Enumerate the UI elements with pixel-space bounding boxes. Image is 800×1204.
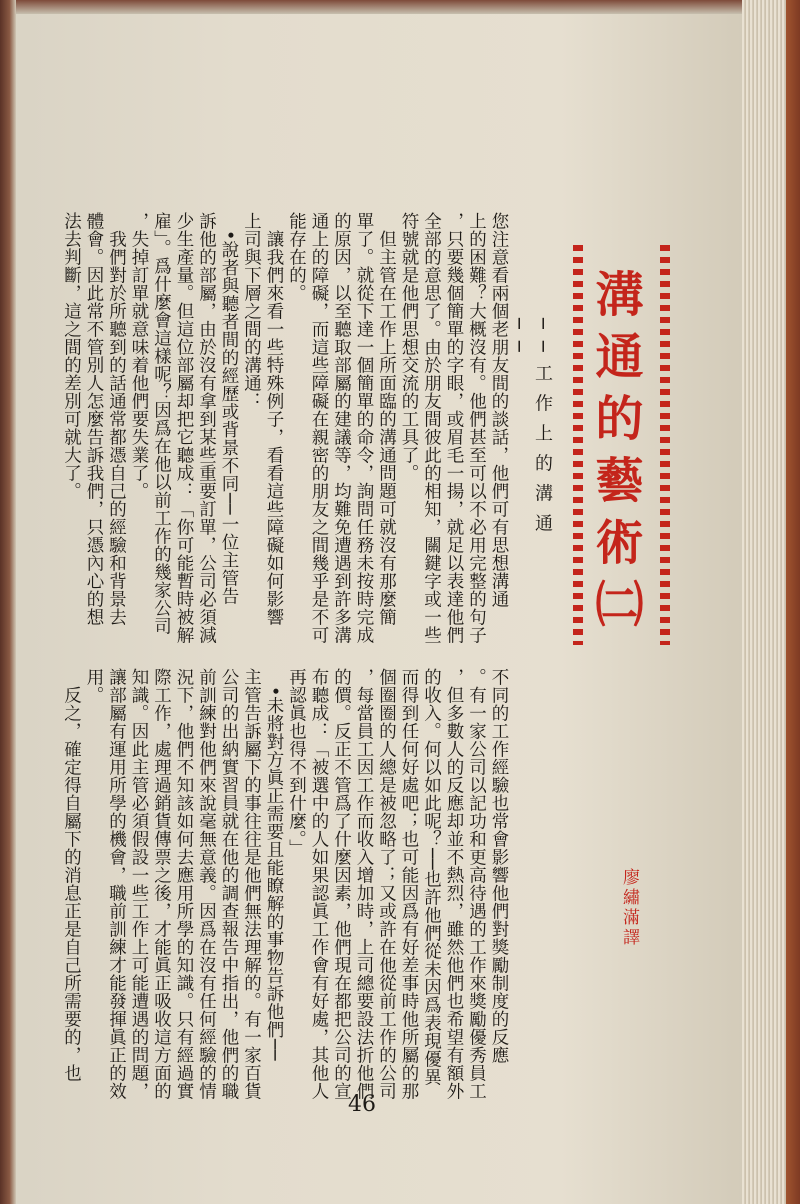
text-column: 通上的障礙，而這些障礙在親密的朋友之間幾乎是不可 <box>309 212 329 644</box>
text-column: ，但多數人的反應却並不熱烈，雖然他們也希望有額外 <box>444 668 464 1100</box>
text-column: 上的困難？大概沒有。他們甚至可以不必用完整的句子 <box>466 212 487 644</box>
text-column: 的收入。何以如此呢？──也許他們從未因爲表現優異 <box>421 668 442 1087</box>
book-spine-edge <box>0 0 16 1204</box>
text-column: 主管告訴屬下的事往往是他們無法理解的。有一家百貨 <box>241 668 262 1100</box>
text-column: ，失掉訂單就意味着他們要失業了。 <box>129 212 149 500</box>
text-column: 。有一家公司以記功和更高待遇的工作來獎勵優秀員工 <box>466 668 487 1100</box>
text-column: 符號就是他們思想交流的工具了。 <box>399 212 419 482</box>
text-column: 反之，確定得自屬下的消息正是自己所需要的，也 <box>61 668 82 1082</box>
text-column: 個圈圈的人總是被忽略了；又或許在他從前工作的公司 <box>376 668 397 1100</box>
text-column: 知識。因此主管必須假設一些工作上可能遭遇的問題， <box>129 668 149 1100</box>
text-column: ，每當員工因工作而收入增加時，上司總要設法折他們 <box>354 668 374 1100</box>
text-column: 布聽成：「被選中的人如果認眞工作會有好處，其他人 <box>309 668 329 1100</box>
text-column: 再認眞也得不到什麼。」 <box>286 668 307 858</box>
text-column: •未將對方眞正需要且能瞭解的事物告訴他們── <box>264 668 284 1061</box>
text-column: 您注意看兩個老朋友間的談話，他們可有思想溝通 <box>489 212 509 608</box>
text-column: •說者與聽者間的經歷或背景不同──一位主管告 <box>219 212 239 605</box>
text-column: 雇」。爲什麼會這樣呢？因爲在他以前工作的幾家公司 <box>151 212 172 636</box>
text-column: 的原因，以至聽取部屬的建議等，均難免遭遇到許多溝 <box>331 212 352 644</box>
book-fore-edge <box>742 0 800 1204</box>
text-column: 用。 <box>84 668 104 704</box>
article-subtitle: ──工作上的溝通── <box>508 318 553 544</box>
text-column: 而得到任何好處吧；也可能因爲有好差事時他所屬的那 <box>399 668 419 1100</box>
translator-credit: 廖繡滿譯 <box>619 868 639 948</box>
text-column: 不同的工作經驗也常會影響他們對獎勵制度的反應 <box>489 668 509 1064</box>
text-column: 能存在的。 <box>286 212 307 302</box>
text-column: 讓我們來看一些特殊例子，看看這些障礙如何影響 <box>264 212 284 626</box>
text-column: 但主管在工作上所面臨的溝通問題可就沒有那麼簡 <box>376 212 397 626</box>
text-column: 的價。反正不管爲了什麼因素，他們現在都把公司的宣 <box>331 668 352 1100</box>
text-column: 上司與下層之間的溝通： <box>241 212 262 410</box>
article-title: 溝通的藝術㈡ <box>587 269 643 641</box>
text-column: 法去判斷，這之間的差別可就大了。 <box>61 212 82 500</box>
text-column: 況下，他們不知該如何去應用所學的知識。只有經過實 <box>174 668 194 1100</box>
text-column: 訴他的部屬，由於沒有拿到某些重要訂單，公司必須減 <box>196 212 217 644</box>
book-top-edge <box>0 0 800 14</box>
text-column: 單了。就從下達一個簡單的命令，詢問任務未按時完成 <box>354 212 374 644</box>
text-column: ，只要幾個簡單的字眼，或眉毛一揚，就足以表達他們 <box>444 212 464 644</box>
text-column: 全部的意思了。由於朋友間彼此的相知，關鍵字或一些 <box>421 212 442 644</box>
text-column: 讓部屬有運用所學的機會，職前訓練才能發揮眞正的效 <box>106 668 127 1100</box>
page-number: 46 <box>348 1092 376 1117</box>
text-column: 公司的出納實習員就在他的調查報告中指出，他們的職 <box>219 668 239 1100</box>
title-border-right <box>660 245 670 645</box>
text-column: 少生產量。但這位部屬却把它聽成：「你可能暫時被解 <box>174 212 194 644</box>
text-column: 前訓練對他們來說毫無意義。因爲在沒有任何經驗的情 <box>196 668 217 1100</box>
text-column: 我們對於所聽到的話通常都憑自己的經驗和背景去 <box>106 212 127 626</box>
text-column: 體會。因此常不管別人怎麼告訴我們，只憑內心的想 <box>84 212 104 626</box>
text-column: 際工作，處理過銷貨傳票之後，才能眞正吸收這方面的 <box>151 668 172 1100</box>
